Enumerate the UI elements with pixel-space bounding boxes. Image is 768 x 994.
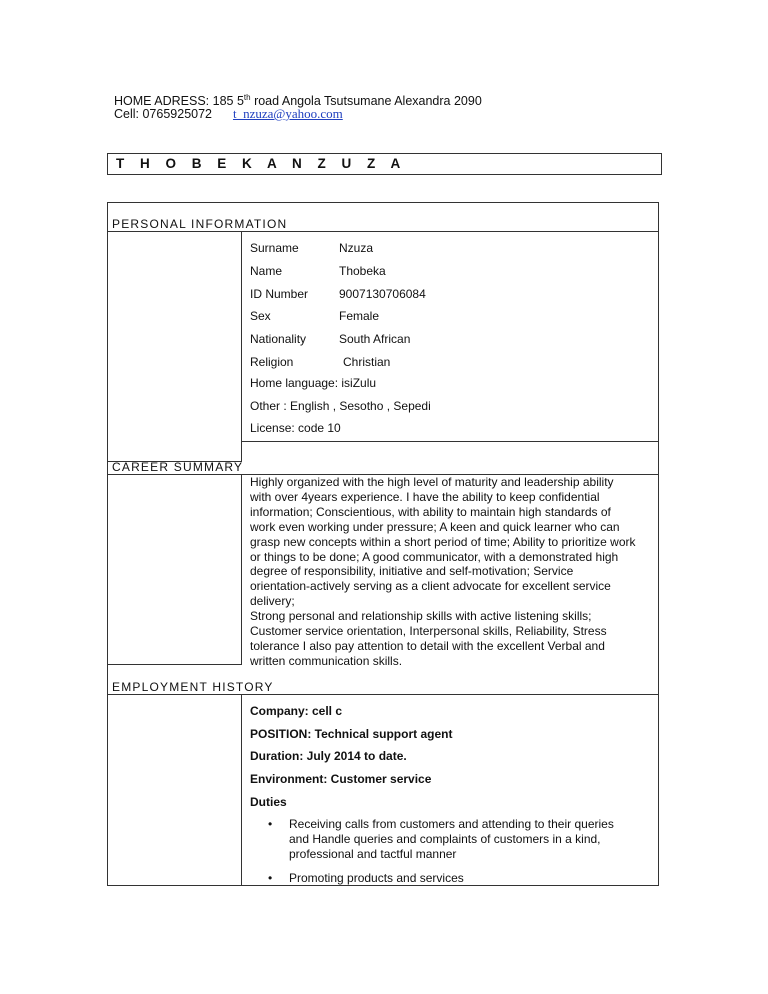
duty-item bbox=[289, 817, 649, 862]
divider bbox=[107, 664, 242, 665]
value-religion: Christian bbox=[343, 355, 391, 369]
value-nationality: South African bbox=[339, 332, 411, 346]
value-id-number: 9007130706084 bbox=[339, 287, 426, 301]
duty-line: Receiving calls from customers and attending to their queries bbox=[289, 817, 614, 831]
section-heading-employment: EMPLOYMENT HISTORY bbox=[112, 680, 274, 694]
summary-line: information; Conscientious, with ability to maintain high standards of bbox=[250, 504, 611, 519]
summary-line: delivery; bbox=[250, 594, 295, 609]
contact-line bbox=[114, 106, 343, 122]
divider bbox=[241, 441, 659, 442]
position: POSITION: Technical support agent bbox=[250, 727, 453, 741]
summary-line: or things to be done; A good communicator, with a demonstrated high bbox=[250, 549, 619, 564]
value-surname: Nzuza bbox=[339, 241, 374, 255]
column-divider bbox=[241, 694, 242, 886]
summary-line: work even working under pressure; A keen and quick learner who can bbox=[250, 519, 620, 534]
duty-item: Promoting products and services bbox=[289, 871, 464, 885]
summary-line: grasp new concepts within a short period of time; Ability to prioritize work bbox=[250, 534, 636, 549]
label-id-number: ID Number bbox=[250, 287, 309, 301]
license: License: code 10 bbox=[250, 421, 341, 435]
name-banner bbox=[107, 153, 662, 175]
summary-line: orientation-actively serving as a client advocate for excellent service bbox=[250, 579, 611, 594]
label-nationality: Nationality bbox=[250, 332, 307, 346]
summary-line: Highly organized with the high level of maturity and leadership ability bbox=[250, 475, 614, 489]
summary-line: written communication skills. bbox=[250, 653, 403, 668]
divider bbox=[107, 694, 659, 695]
duties-label: Duties bbox=[250, 795, 287, 809]
value-name: Thobeka bbox=[339, 264, 386, 278]
section-heading-career: CAREER SUMMARY bbox=[112, 460, 244, 474]
label-surname: Surname bbox=[250, 241, 299, 255]
summary-line: with over 4years experience. I have the ability to keep confidential bbox=[250, 489, 600, 504]
duty-line: and Handle queries and complaints of customers in a kind, bbox=[289, 832, 601, 846]
cell-number: Cell: 0765925072 bbox=[114, 107, 212, 121]
home-address: HOME ADRESS: 185 5th road Angola Tsutsumane Alexandra 2090 bbox=[114, 93, 482, 109]
bullet-icon: • bbox=[268, 871, 273, 885]
summary-line: degree of responsibility, initiative and self-motivation; Service bbox=[250, 564, 574, 579]
career-summary-text bbox=[250, 475, 645, 669]
other-languages: Other : English , Sesotho , Sepedi bbox=[250, 399, 431, 413]
divider bbox=[107, 231, 659, 232]
column-divider bbox=[241, 231, 242, 461]
duration: Duration: July 2014 to date. bbox=[250, 749, 407, 763]
label-name: Name bbox=[250, 264, 283, 278]
summary-line: Strong personal and relationship skills with active listening skills; bbox=[250, 609, 592, 624]
bullet-icon: • bbox=[268, 817, 273, 831]
email-link[interactable]: t_nzuza@yahoo.com bbox=[232, 106, 343, 121]
section-heading-personal: PERSONAL INFORMATION bbox=[112, 217, 288, 231]
duty-line: professional and tactful manner bbox=[289, 847, 457, 861]
summary-line: tolerance I also pay attention to detail with the excellent Verbal and bbox=[250, 638, 605, 653]
home-language: Home language: isiZulu bbox=[250, 376, 377, 390]
column-divider bbox=[241, 474, 242, 664]
label-religion: Religion bbox=[250, 355, 294, 369]
company: Company: cell c bbox=[250, 704, 343, 718]
label-sex: Sex bbox=[250, 309, 271, 323]
environment: Environment: Customer service bbox=[250, 772, 432, 786]
summary-line: Customer service orientation, Interpersonal skills, Reliability, Stress bbox=[250, 624, 607, 639]
value-sex: Female bbox=[339, 309, 380, 323]
full-name: T H O B E K A N Z U Z A bbox=[116, 156, 407, 171]
